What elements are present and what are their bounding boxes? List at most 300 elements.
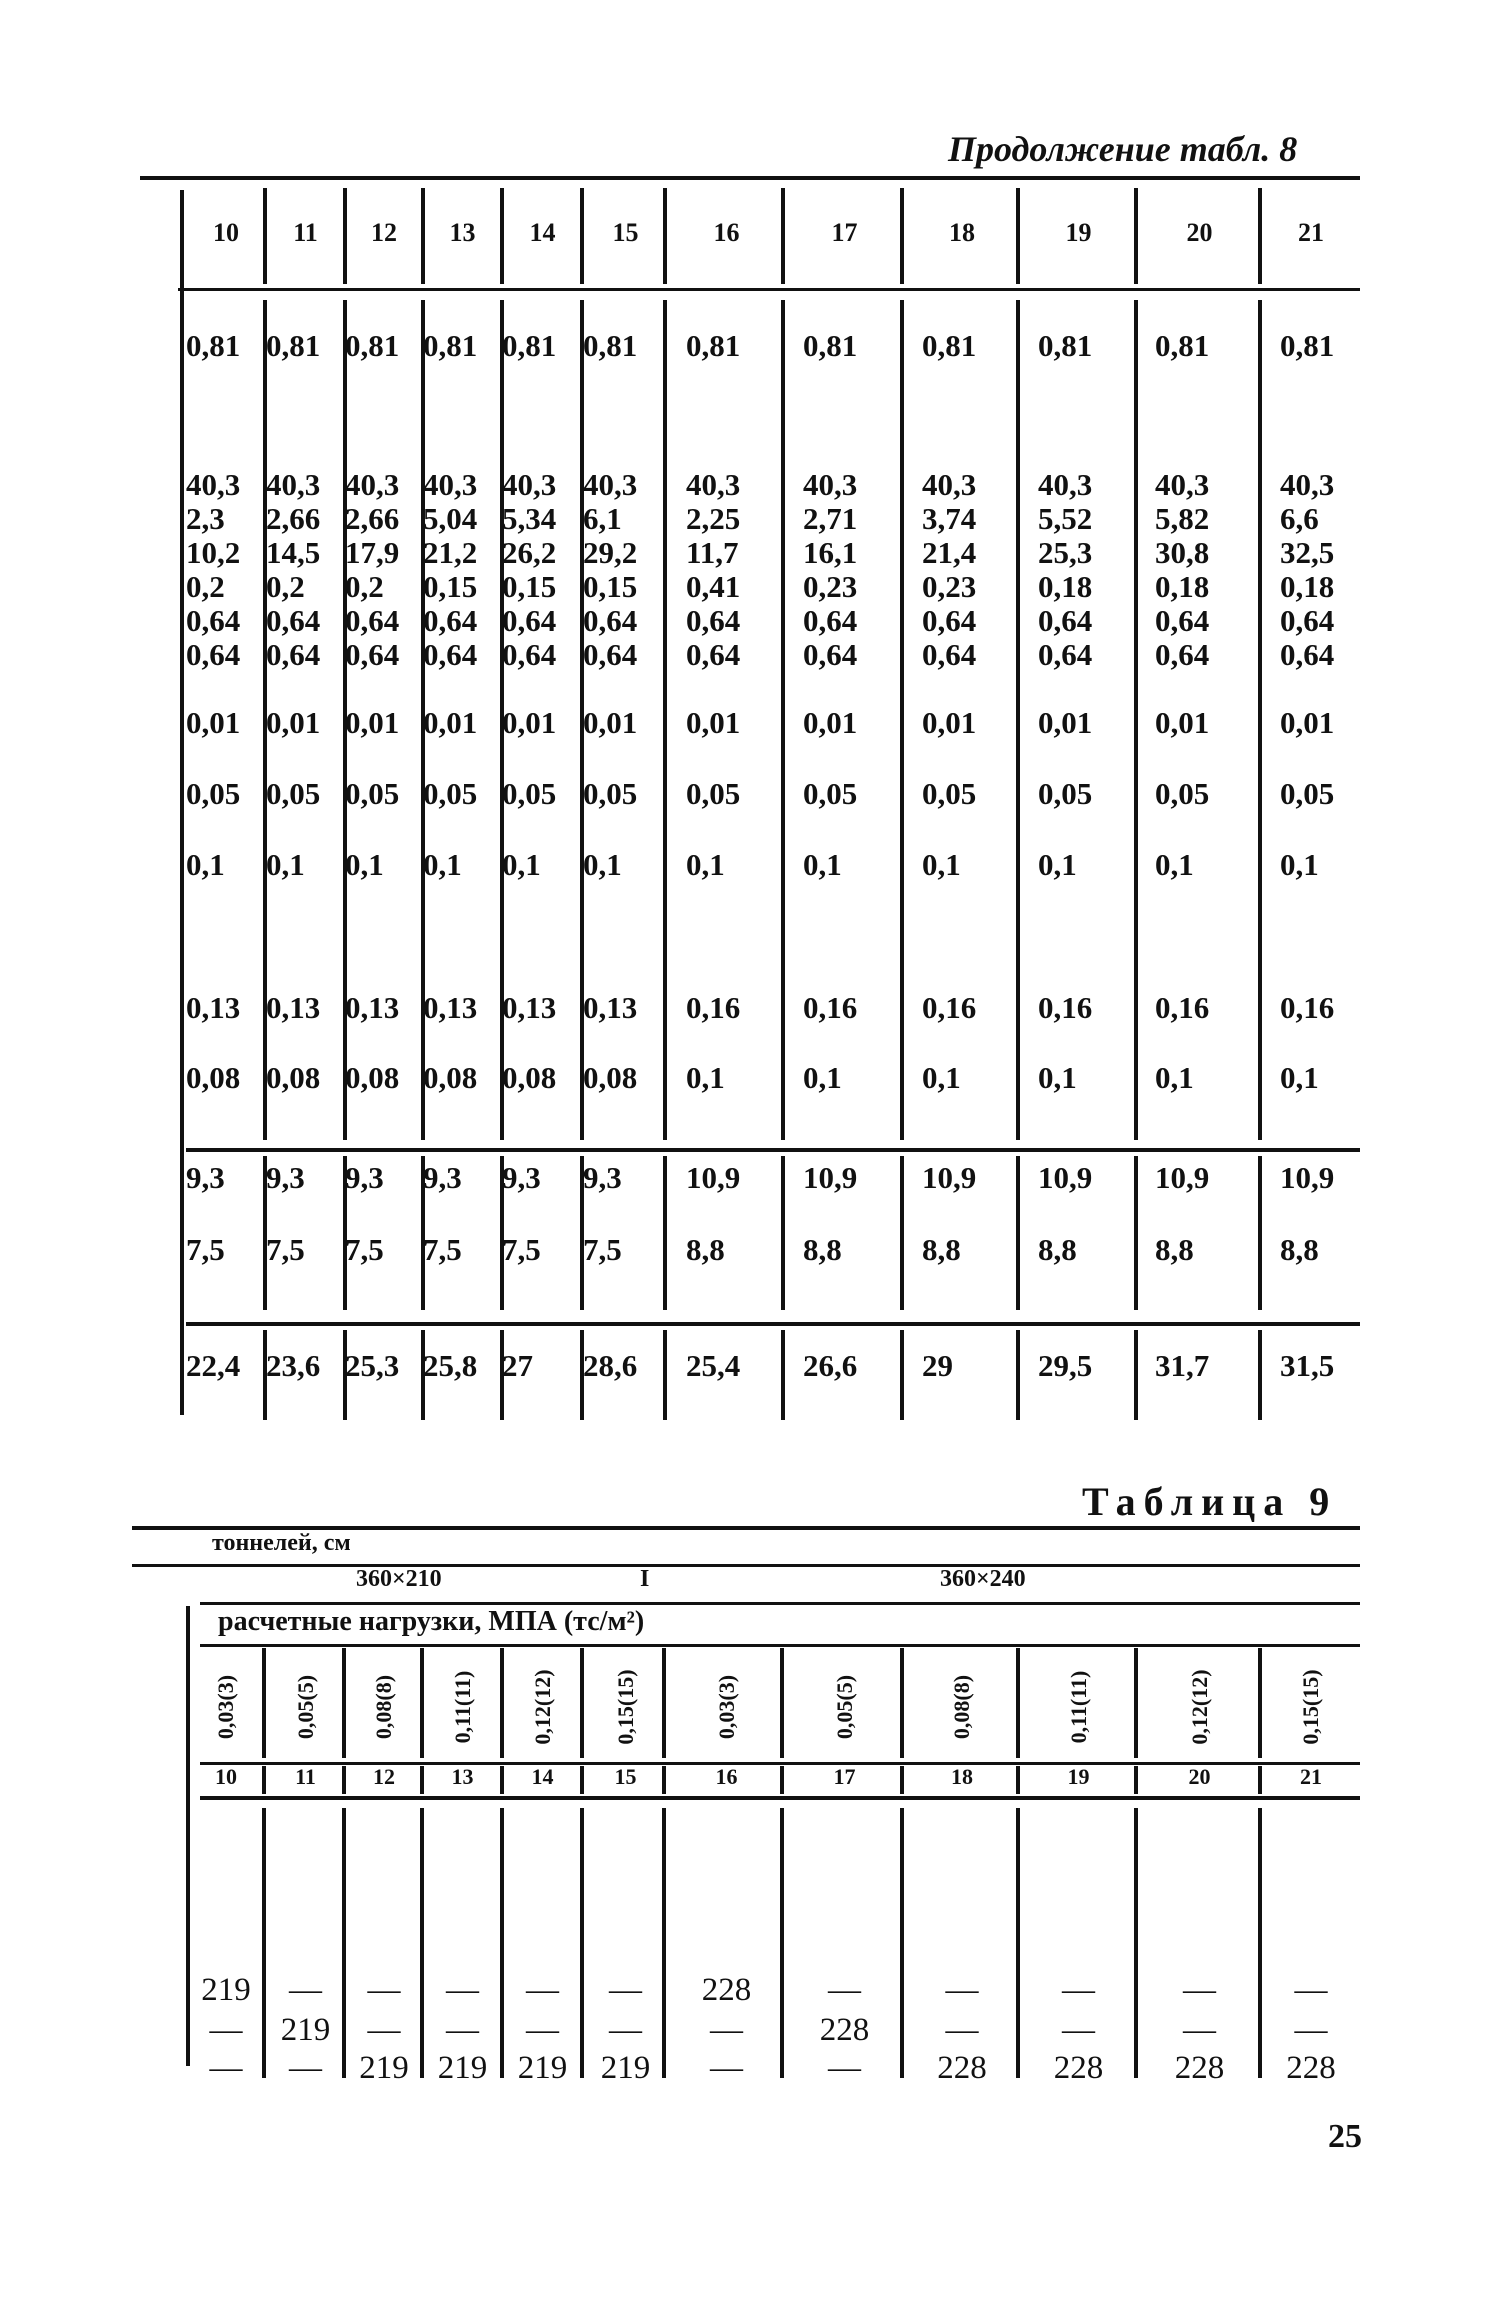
table9-column-separator [500, 1648, 504, 1758]
table8-cell: 2,25 [686, 501, 741, 536]
table8-cell: 0,15 [423, 569, 478, 604]
table8-cell: 40,3 [423, 467, 478, 502]
table8-header-rule [178, 288, 1360, 291]
table8-column-separator [900, 1330, 904, 1420]
table8-column-separator [900, 1156, 904, 1310]
table8-column-separator [500, 188, 504, 284]
table8-cell: 0,15 [583, 569, 638, 604]
table8-cell: 29,5 [1038, 1348, 1093, 1383]
table8-cell: 30,8 [1155, 535, 1210, 570]
table9-load-label: 0,15(15) [1298, 1669, 1323, 1745]
table8-cell: 0,81 [423, 328, 478, 363]
table8-cell: 0,64 [1155, 637, 1210, 672]
table8-cell: 10,9 [1280, 1160, 1335, 1195]
table8-cell: 0,64 [502, 603, 557, 638]
table8-cell: 17,9 [345, 535, 400, 570]
table8-cell: 0,05 [186, 776, 241, 811]
table9-group-right: 360×240 [940, 1566, 1026, 1592]
page-number: 25 [1328, 2118, 1362, 2155]
table8-cell: 0,64 [583, 603, 638, 638]
table8-cell: 0,1 [1155, 847, 1194, 882]
table8-cell: 40,3 [803, 467, 858, 502]
table9-column-number: 15 [614, 1764, 637, 1789]
table8-cell: 0,2 [266, 569, 305, 604]
table8-cell: 0,64 [345, 637, 400, 672]
table9-cell: — [828, 1972, 861, 2008]
table9-cell: — [1294, 1972, 1328, 2008]
table8-cell: 21,2 [423, 535, 478, 570]
table9-column-number: 13 [451, 1764, 474, 1789]
table9-cell: — [1294, 2012, 1328, 2048]
table9-cell: — [1183, 1972, 1216, 2008]
table8-column-separator [663, 188, 667, 284]
table8-cell: 0,16 [803, 990, 858, 1025]
table9-cell: 219 [600, 2050, 651, 2086]
table8-cell: 0,1 [922, 847, 961, 882]
table8-cell: 0,64 [1280, 603, 1335, 638]
table8-column-header: 16 [713, 218, 740, 247]
table8-column-separator [263, 188, 267, 284]
table9-cell: — [209, 2050, 243, 2086]
table9-cell: 228 [1053, 2050, 1104, 2086]
table8-cell: 0,64 [686, 637, 741, 672]
table9-column-separator [1134, 1808, 1138, 2078]
table8-cell: 40,3 [266, 467, 321, 502]
table9-column-separator [420, 1648, 424, 1758]
table8-cell: 21,4 [922, 535, 977, 570]
table8-cell: 0,05 [583, 776, 638, 811]
table8-column-separator [1016, 300, 1020, 1140]
table8-cell: 7,5 [583, 1232, 622, 1267]
table8-cell: 0,01 [583, 705, 638, 740]
table8-column-separator [580, 188, 584, 284]
table8-column-separator [1134, 1156, 1138, 1310]
table8-cell: 0,41 [686, 569, 741, 604]
table9-column-number: 21 [1300, 1764, 1322, 1789]
table8-cell: 0,05 [1038, 776, 1093, 811]
table9-column-number: 20 [1188, 1764, 1211, 1789]
table8-cell: 0,23 [922, 569, 977, 604]
table8-cell: 0,13 [266, 990, 321, 1025]
table8-cell: 0,15 [502, 569, 557, 604]
table9-cell: 228 [1174, 2050, 1225, 2086]
table8-column-header: 10 [213, 218, 239, 247]
table9-column-number: 14 [531, 1764, 554, 1789]
table8-cell: 0,81 [583, 328, 638, 363]
table9-load-label: 0,08(8) [371, 1674, 396, 1740]
table8-cell: 0,64 [1155, 603, 1210, 638]
table8-column-header: 11 [293, 218, 318, 247]
table8-cell: 14,5 [266, 535, 321, 570]
table8-cell: 0,01 [345, 705, 400, 740]
table8-cell: 0,1 [423, 847, 462, 882]
table8-cell: 2,3 [186, 501, 225, 536]
table8-cell: 0,01 [266, 705, 321, 740]
table8-cell: 0,16 [922, 990, 977, 1025]
table8-section-rule-1 [186, 1148, 1360, 1152]
table8-cell: 0,64 [803, 637, 858, 672]
table8-cell: 0,64 [502, 637, 557, 672]
table8-top-rule [140, 176, 1360, 180]
table8-cell: 0,1 [686, 1060, 725, 1095]
table9-cell: 228 [819, 2012, 870, 2048]
table8-cell: 0,13 [345, 990, 400, 1025]
table8-cell: 0,1 [502, 847, 541, 882]
table8-cell: 5,34 [502, 501, 557, 536]
table8-cell: 0,64 [922, 637, 977, 672]
table8-cell: 2,66 [266, 501, 321, 536]
table8-cell: 0,05 [686, 776, 741, 811]
table8-cell: 40,3 [186, 467, 241, 502]
table8-cell: 0,64 [686, 603, 741, 638]
table9-title: Таблица 9 [1082, 1479, 1338, 1524]
table8-cell: 31,5 [1280, 1348, 1335, 1383]
table9-rule-3 [200, 1602, 1360, 1605]
table9-column-separator [580, 1648, 584, 1758]
table9-load-label: 0,08(8) [949, 1674, 974, 1740]
table8-cell: 0,1 [803, 1060, 842, 1095]
table8-cell: 10,9 [803, 1160, 858, 1195]
table8-column-separator [1134, 300, 1138, 1140]
table9-cell: — [945, 2012, 979, 2048]
table8-cell: 0,05 [1280, 776, 1335, 811]
table8-cell: 0,18 [1155, 569, 1210, 604]
table8-cell: 0,05 [345, 776, 400, 811]
table8-cell: 0,1 [186, 847, 225, 882]
table8-cell: 0,64 [266, 637, 321, 672]
table8-column-separator [781, 300, 785, 1140]
table8-cell: 0,64 [1038, 637, 1093, 672]
table9-cell: 219 [359, 2050, 409, 2086]
table9-load-label: 0,03(3) [213, 1674, 238, 1740]
table8-column-separator [663, 1330, 667, 1420]
table8-cell: 9,3 [502, 1160, 541, 1195]
table8-cell: 0,08 [423, 1060, 478, 1095]
table8-cell: 0,1 [345, 847, 384, 882]
table9-loads-label: расчетные нагрузки, МПА (тс/м²) [218, 1606, 645, 1637]
table8-cell: 5,82 [1155, 501, 1210, 536]
table8-cell: 10,9 [686, 1160, 741, 1195]
table8-cell: 9,3 [186, 1160, 225, 1195]
table9-column-separator [662, 1648, 666, 1758]
table8-cell: 8,8 [686, 1232, 725, 1267]
table9-group-left: 360×210 [356, 1566, 442, 1592]
table8-column-separator [1016, 1156, 1020, 1310]
table8-cell: 40,3 [1280, 467, 1335, 502]
table8-cell: 2,71 [803, 501, 858, 536]
table8-cell: 25,3 [345, 1348, 400, 1383]
table9-cell: — [526, 1972, 559, 2008]
table8-cell: 0,64 [922, 603, 977, 638]
table9-column-separator [900, 1648, 904, 1758]
table8-cell: 40,3 [502, 467, 557, 502]
table8-column-separator [343, 188, 347, 284]
table9-cell: — [446, 2012, 479, 2048]
table8-column-header: 12 [371, 218, 397, 247]
table9-column-number: 17 [833, 1764, 856, 1789]
table8-cell: 7,5 [423, 1232, 462, 1267]
table8-cell: 27 [502, 1348, 533, 1383]
table8-cell: 7,5 [266, 1232, 305, 1267]
table8-column-header: 14 [529, 218, 556, 247]
table8-cell: 40,3 [1155, 467, 1210, 502]
table8-cell: 0,81 [345, 328, 400, 363]
table8-cell: 0,81 [1155, 328, 1210, 363]
table8-cell: 0,05 [922, 776, 977, 811]
table8-cell: 7,5 [502, 1232, 541, 1267]
table8-cell: 0,08 [345, 1060, 400, 1095]
table8-cell: 0,1 [922, 1060, 961, 1095]
table8-cell: 0,16 [686, 990, 741, 1025]
table9-cell: — [609, 1972, 642, 2008]
table8-cell: 0,05 [1155, 776, 1210, 811]
table9-load-label: 0,11(11) [449, 1670, 475, 1744]
table9-cell: — [710, 2050, 743, 2086]
table8-cell: 9,3 [266, 1160, 305, 1195]
table8-cell: 8,8 [1038, 1232, 1077, 1267]
table8-cell: 0,64 [1038, 603, 1093, 638]
table8-column-separator [781, 1156, 785, 1310]
table8-cell: 25,8 [423, 1348, 478, 1383]
table8-column-separator [900, 300, 904, 1140]
table8-cell: 0,64 [186, 603, 241, 638]
table8-cell: 0,1 [1038, 847, 1077, 882]
table9-column-separator [780, 1808, 784, 2078]
table8-cell: 0,81 [502, 328, 557, 363]
table8-cell: 0,64 [583, 637, 638, 672]
table8-cell: 11,7 [686, 535, 739, 570]
table8-column-separator [1134, 1330, 1138, 1420]
table8-cell: 16,1 [803, 535, 858, 570]
table8-cell: 0,81 [186, 328, 241, 363]
table8-cell: 0,64 [803, 603, 858, 638]
table8-cell: 0,01 [1280, 705, 1335, 740]
table9-cell: — [446, 1972, 479, 2008]
table9-column-separator [1016, 1808, 1020, 2078]
table8-cell: 0,01 [186, 705, 241, 740]
table8-cell: 0,01 [1155, 705, 1210, 740]
table8-caption: Продолжение табл. 8 [948, 129, 1298, 169]
table8-cell: 0,64 [266, 603, 321, 638]
table8-cell: 0,01 [423, 705, 478, 740]
table9-column-separator [1016, 1648, 1020, 1758]
table8-column-header: 21 [1298, 218, 1324, 247]
table9-cell: — [526, 2012, 559, 2048]
table8-cell: 0,64 [1280, 637, 1335, 672]
table9-column-separator [262, 1648, 266, 1758]
table8-cell: 40,3 [686, 467, 741, 502]
table8-cell: 6,1 [583, 501, 622, 536]
table8-cell: 25,4 [686, 1348, 741, 1383]
table8-cell: 0,13 [186, 990, 241, 1025]
table8-column-header: 18 [949, 218, 975, 247]
table9-column-separator [1258, 1808, 1262, 2078]
table8-cell: 0,01 [686, 705, 741, 740]
table8-column-header: 20 [1186, 218, 1213, 247]
table9-column-separator [342, 1648, 346, 1758]
table9-colnum-rule [200, 1796, 1360, 1800]
table8-cell: 9,3 [345, 1160, 384, 1195]
table9-load-label: 0,03(3) [713, 1674, 739, 1740]
table8-cell: 5,52 [1038, 501, 1093, 536]
table8-cell: 40,3 [345, 467, 400, 502]
table9-column-number: 11 [295, 1764, 316, 1789]
table9-column-number: 12 [373, 1764, 395, 1789]
table9-cell: — [1062, 2012, 1095, 2048]
table8-cell: 0,81 [266, 328, 321, 363]
table9-cell: 219 [437, 2050, 488, 2086]
table8-cell: 3,74 [922, 501, 977, 536]
table9-column-separator [1134, 1648, 1138, 1758]
table9-load-label: 0,05(5) [831, 1674, 857, 1740]
table8-cell: 0,1 [266, 847, 305, 882]
table8-cell: 0,01 [1038, 705, 1093, 740]
table9-cell: 228 [1286, 2050, 1336, 2086]
table8-cell: 0,05 [266, 776, 321, 811]
table8-cell: 22,4 [186, 1348, 241, 1383]
table8-cell: 0,2 [345, 569, 384, 604]
table8-cell: 25,3 [1038, 535, 1093, 570]
table9-column-number: 18 [951, 1764, 973, 1789]
table8-cell: 0,64 [423, 637, 478, 672]
table8-cell: 0,2 [186, 569, 225, 604]
table8-cell: 6,6 [1280, 501, 1319, 536]
table8-cell: 8,8 [803, 1232, 842, 1267]
table8-cell: 0,01 [803, 705, 858, 740]
table8-cell: 0,64 [345, 603, 400, 638]
table9-cell: 228 [937, 2050, 987, 2086]
table8-column-separator [1258, 188, 1262, 284]
table8-cell: 26,6 [803, 1348, 858, 1383]
table8-column-separator [1258, 1330, 1262, 1420]
table8-cell: 0,81 [1038, 328, 1093, 363]
table8-cell: 0,16 [1280, 990, 1335, 1025]
table9-cell: — [367, 2012, 401, 2048]
table9-cell: — [1183, 2012, 1216, 2048]
table8-cell: 0,13 [423, 990, 478, 1025]
table9-cell: — [289, 2050, 322, 2086]
table9-cell: 219 [280, 2012, 331, 2048]
table8-cell: 0,1 [686, 847, 725, 882]
table8-cell: 8,8 [1280, 1232, 1319, 1267]
table8-column-header: 19 [1065, 218, 1092, 247]
table8-cell: 0,1 [1280, 847, 1319, 882]
table9-cell: — [609, 2012, 642, 2048]
table8-column-separator [663, 300, 667, 1140]
table8-cell: 0,05 [803, 776, 858, 811]
table9-column-number: 16 [715, 1764, 738, 1789]
table8-cell: 2,66 [345, 501, 400, 536]
table8-cell: 9,3 [423, 1160, 462, 1195]
table9-cell: — [367, 1972, 401, 2008]
table8-cell: 0,16 [1155, 990, 1210, 1025]
table8-cell: 7,5 [186, 1232, 225, 1267]
table8-cell: 26,2 [502, 535, 557, 570]
table9-column-separator [1258, 1648, 1262, 1758]
table8-cell: 8,8 [1155, 1232, 1194, 1267]
table8-cell: 40,3 [922, 467, 977, 502]
table9-cell: — [1062, 1972, 1095, 2008]
table8-cell: 31,7 [1155, 1348, 1210, 1383]
table8-cell: 0,1 [1155, 1060, 1194, 1095]
table9-load-label: 0,12(12) [529, 1669, 555, 1745]
table8-cell: 8,8 [922, 1232, 961, 1267]
table8-cell: 0,64 [423, 603, 478, 638]
table8-cell: 0,05 [502, 776, 557, 811]
table9-column-number: 19 [1067, 1764, 1090, 1789]
table9-group-separator: I [640, 1566, 650, 1592]
table9-rule-4 [200, 1644, 1360, 1647]
table8-column-separator [1016, 1330, 1020, 1420]
table8-cell: 0,13 [502, 990, 557, 1025]
table9-cell: — [945, 1972, 979, 2008]
table9-cell: — [710, 2012, 743, 2048]
table8-cell: 40,3 [583, 467, 638, 502]
table8-cell: 10,9 [922, 1160, 977, 1195]
table8-cell: 0,1 [583, 847, 622, 882]
table8-section-rule-2 [186, 1322, 1360, 1326]
table9-column-separator [900, 1808, 904, 2078]
table8-cell: 0,81 [1280, 328, 1335, 363]
table8-cell: 10,2 [186, 535, 241, 570]
table8-column-separator [1134, 188, 1138, 284]
table8-cell: 0,81 [922, 328, 977, 363]
table9-header-line: тоннелей, см [212, 1530, 351, 1556]
table9-load-label: 0,11(11) [1065, 1670, 1091, 1744]
table8-cell: 0,81 [686, 328, 741, 363]
table8-cell: 0,18 [1280, 569, 1335, 604]
table8-cell: 0,1 [1038, 1060, 1077, 1095]
table8-cell: 0,18 [1038, 569, 1093, 604]
table8-cell: 0,13 [583, 990, 638, 1025]
table8-cell: 0,08 [186, 1060, 241, 1095]
table8-cell: 40,3 [1038, 467, 1093, 502]
table8-cell: 29,2 [583, 535, 638, 570]
table8-cell: 0,05 [423, 776, 478, 811]
table8-cell: 23,6 [266, 1348, 321, 1383]
table8-cell: 0,81 [803, 328, 858, 363]
table8-cell: 0,01 [922, 705, 977, 740]
table8-column-header: 15 [612, 218, 639, 247]
table8-cell: 0,08 [502, 1060, 557, 1095]
table9-cell: — [289, 1972, 322, 2008]
table8-column-separator [663, 1156, 667, 1310]
table8-column-separator [1258, 1156, 1262, 1310]
table8-cell: 0,08 [266, 1060, 321, 1095]
table8-cell: 0,01 [502, 705, 557, 740]
table9-load-label: 0,15(15) [612, 1669, 638, 1745]
table8-cell: 9,3 [583, 1160, 622, 1195]
table9-rule-2 [132, 1564, 1360, 1567]
table8-cell: 0,16 [1038, 990, 1093, 1025]
table9-column-separator [780, 1648, 784, 1758]
table8-cell: 7,5 [345, 1232, 384, 1267]
table8-cell: 0,64 [186, 637, 241, 672]
table8-cell: 32,5 [1280, 535, 1335, 570]
table8-cell: 29 [922, 1348, 953, 1383]
table9-cell: — [209, 2012, 243, 2048]
table8-column-separator [900, 188, 904, 284]
table9-cell: 219 [517, 2050, 568, 2086]
table9-column-number: 10 [215, 1764, 237, 1789]
table8-cell: 5,04 [423, 501, 478, 536]
table9-cell: — [828, 2050, 861, 2086]
table8-cell: 28,6 [583, 1348, 638, 1383]
table8-column-separator [1016, 188, 1020, 284]
table8-column-separator [1258, 300, 1262, 1140]
table8-column-separator [781, 1330, 785, 1420]
table8-cell: 0,08 [583, 1060, 638, 1095]
